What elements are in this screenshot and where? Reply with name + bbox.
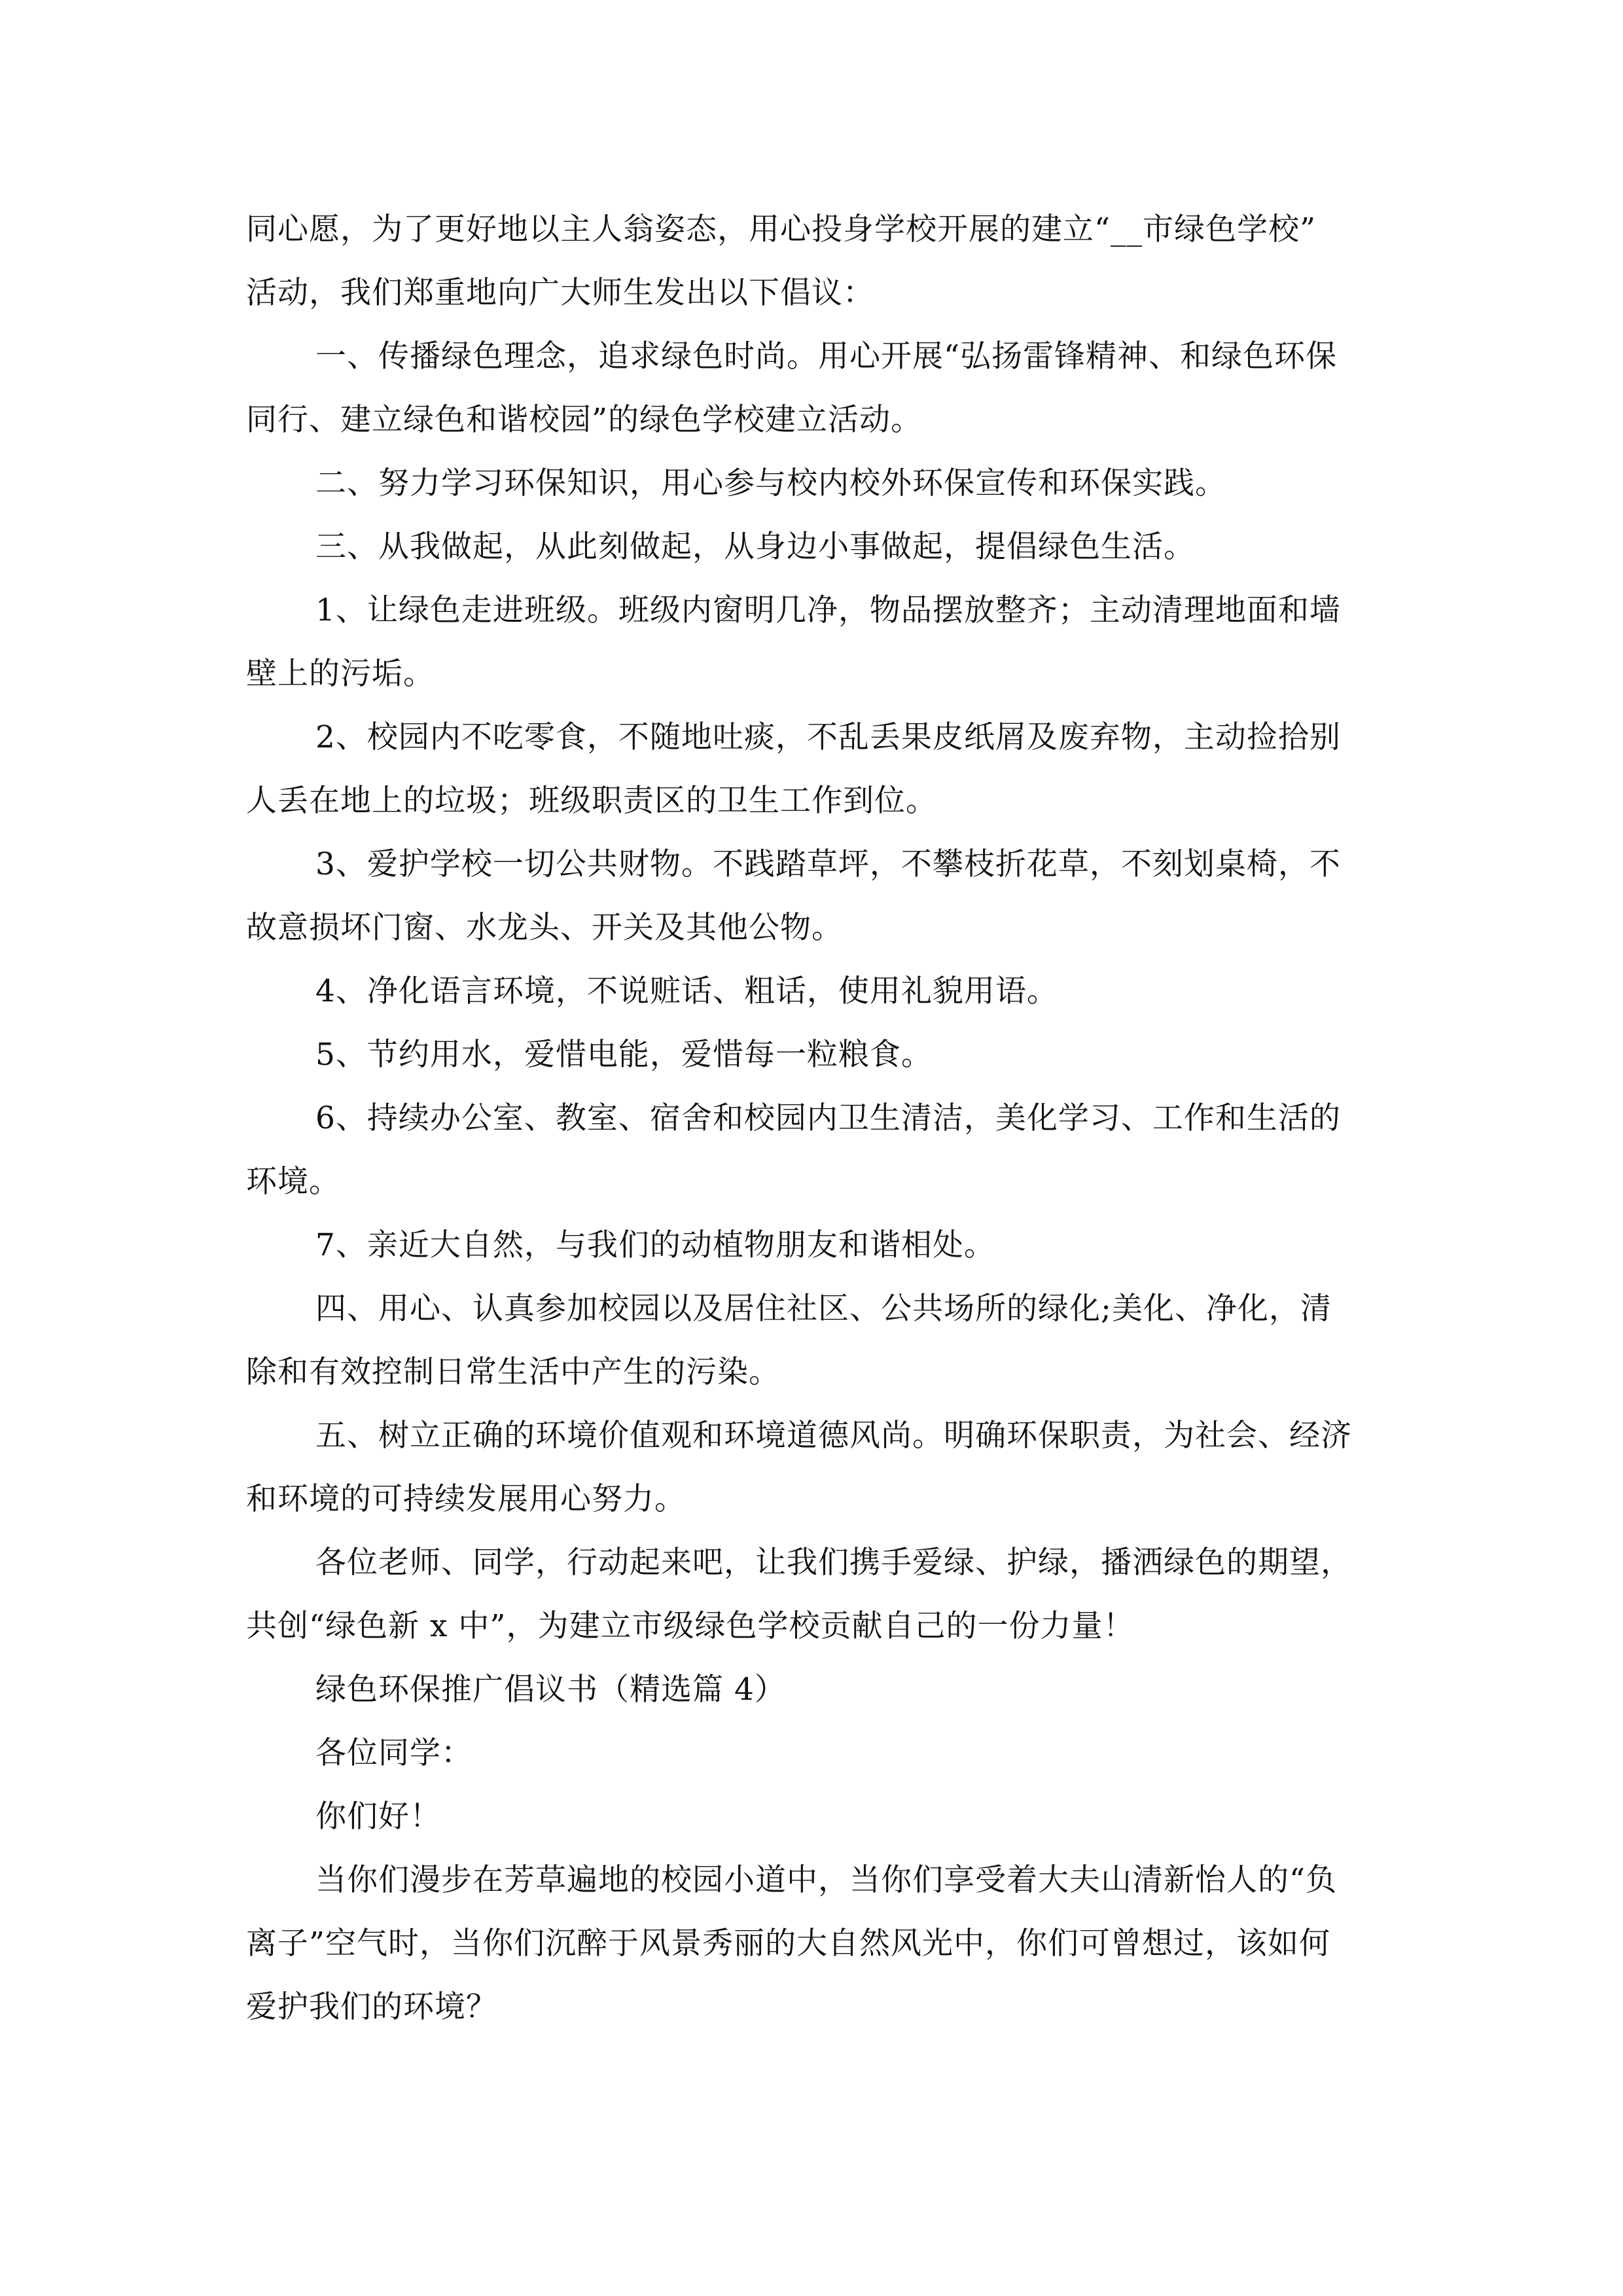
paragraph-proposal-3 [246, 515, 1385, 579]
salutation [246, 1721, 1385, 1785]
text-line: 活动，我们郑重地向广大师生发出以下倡议： [246, 275, 874, 311]
paragraph-closing-call [246, 1531, 1385, 1658]
paragraph-proposal-5 [246, 1404, 1385, 1531]
text-line: 爱护我们的环境？ [246, 1989, 497, 2025]
text-line: 人丢在地上的垃圾；班级职责区的卫生工作到位。 [246, 783, 937, 819]
text-line: 三、从我做起，从此刻做起，从身边小事做起，提倡绿色生活。 [315, 529, 1195, 565]
paragraph-item-5 [246, 1023, 1385, 1086]
text-line: 各位同学： [315, 1735, 473, 1771]
text-line: 四、用心、认真参加校园以及居住社区、公共场所的绿化;美化、净化，清 [315, 1291, 1332, 1327]
text-line: 共创“绿色新 x 中”，为建立市级绿色学校贡献自己的一份力量！ [246, 1608, 1135, 1644]
text-line: 五、树立正确的环境价值观和环境道德风尚。明确环保职责，为社会、经济 [315, 1418, 1352, 1454]
paragraph-proposal-1 [246, 325, 1385, 452]
text-line: 壁上的污垢。 [246, 656, 435, 692]
paragraph-item-4 [246, 960, 1385, 1023]
paragraph-item-6 [246, 1086, 1385, 1213]
text-line: 环境。 [246, 1164, 340, 1200]
text-line: 当你们漫步在芳草遍地的校园小道中，当你们享受着大夫山清新怡人的“负 [315, 1862, 1338, 1898]
text-line: 同心愿，为了更好地以主人翁姿态，用心投身学校开展的建立“__市绿色学校” [246, 211, 1317, 247]
text-line: 二、努力学习环保知识，用心参与校内校外环保宣传和环保实践。 [315, 465, 1226, 501]
paragraph-item-2 [246, 706, 1385, 833]
text-line: 4、净化语言环境，不说赃话、粗话，使用礼貌用语。 [315, 973, 1058, 1009]
paragraph-item-7 [246, 1213, 1385, 1277]
text-line: 绿色环保推广倡议书（精选篇 4） [315, 1672, 786, 1708]
section-title [246, 1658, 1385, 1721]
paragraph-proposal-2 [246, 452, 1385, 515]
text-line: 故意损坏门窗、水龙头、开关及其他公物。 [246, 910, 843, 946]
paragraph-opening [246, 1848, 1385, 2039]
text-line: 各位老师、同学，行动起来吧，让我们携手爱绿、护绿，播洒绿色的期望， [315, 1545, 1352, 1581]
paragraph-item-3 [246, 833, 1385, 960]
paragraph-item-1 [246, 579, 1385, 706]
text-line: 6、持续办公室、教室、宿舍和校园内卫生清洁，美化学习、工作和生活的 [315, 1100, 1341, 1136]
text-line: 同行、建立绿色和谐校园”的绿色学校建立活动。 [246, 402, 923, 438]
text-line: 除和有效控制日常生活中产生的污染。 [246, 1354, 780, 1390]
text-line: 2、校园内不吃零食，不随地吐痰，不乱丢果皮纸屑及废弃物，主动捡拾别 [315, 719, 1341, 755]
text-line: 5、节约用水，爱惜电能，爱惜每一粒粮食。 [315, 1037, 933, 1073]
text-line: 你们好！ [315, 1799, 441, 1835]
text-line: 3、爱护学校一切公共财物。不践踏草坪，不攀枝折花草，不刻划桌椅，不 [315, 846, 1341, 882]
paragraph-initiative-intro [246, 198, 1385, 325]
text-line: 离子”空气时，当你们沉醉于风景秀丽的大自然风光中，你们可曾想过，该如何 [246, 1926, 1331, 1962]
text-line: 一、传播绿色理念，追求绿色时尚。用心开展“弘扬雷锋精神、和绿色环保 [315, 338, 1338, 374]
document-body [246, 198, 1385, 2039]
text-line: 7、亲近大自然，与我们的动植物朋友和谐相处。 [315, 1227, 995, 1263]
text-line: 1、让绿色走进班级。班级内窗明几净，物品摆放整齐；主动清理地面和墙 [315, 592, 1341, 628]
paragraph-proposal-4 [246, 1277, 1385, 1404]
text-line: 和环境的可持续发展用心努力。 [246, 1481, 686, 1517]
greeting [246, 1785, 1385, 1848]
